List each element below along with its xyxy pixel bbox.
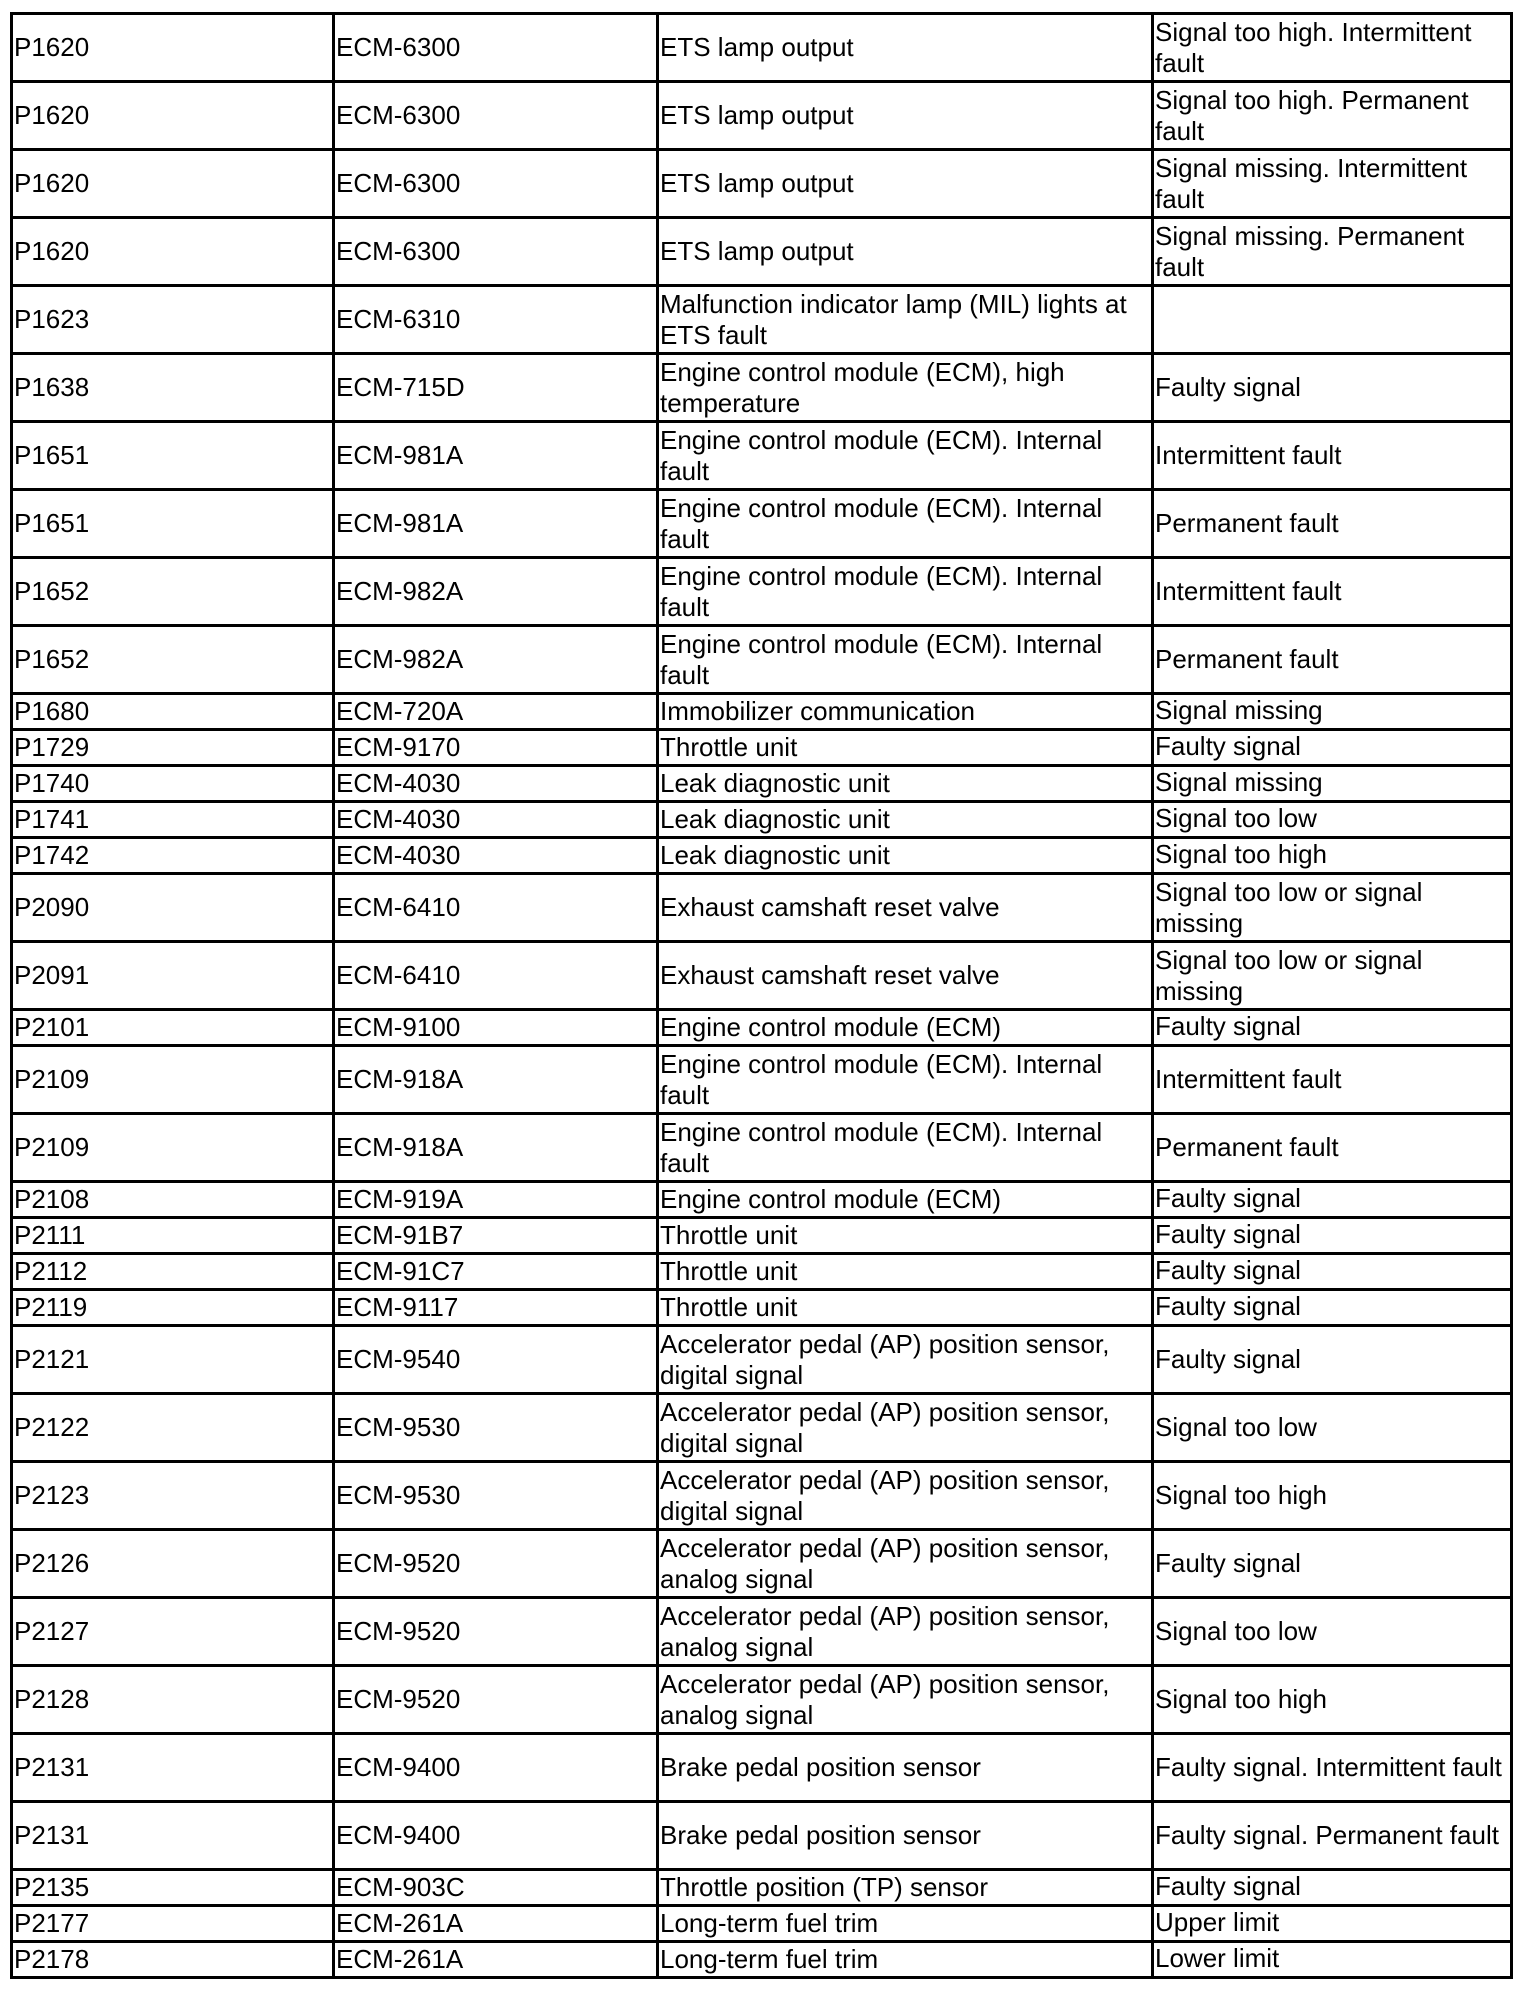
fault-type-cell: Signal missing. Intermittent fault	[1153, 150, 1512, 218]
fault-type-cell: Signal too low	[1153, 1394, 1512, 1462]
table-row	[12, 942, 1512, 1010]
table-row	[12, 1942, 1512, 1978]
fault-type-cell: Permanent fault	[1153, 1114, 1512, 1182]
table-row	[12, 82, 1512, 150]
component-cell: Throttle unit	[658, 1290, 1153, 1326]
fault-type-cell: Intermittent fault	[1153, 1046, 1512, 1114]
ecm-code-cell: ECM-9530	[334, 1462, 658, 1530]
fault-type-cell	[1153, 286, 1512, 354]
component-cell: Engine control module (ECM). Internal fault	[658, 1046, 1153, 1114]
dtc-code-cell: P1729	[12, 730, 334, 766]
ecm-code-cell: ECM-903C	[334, 1870, 658, 1906]
dtc-code-cell: P1638	[12, 354, 334, 422]
dtc-code-cell: P2135	[12, 1870, 334, 1906]
dtc-code-cell: P2123	[12, 1462, 334, 1530]
component-cell: Engine control module (ECM)	[658, 1182, 1153, 1218]
dtc-code-cell: P1651	[12, 422, 334, 490]
ecm-code-cell: ECM-91C7	[334, 1254, 658, 1290]
component-cell: Engine control module (ECM)	[658, 1010, 1153, 1046]
ecm-code-cell: ECM-9117	[334, 1290, 658, 1326]
table-row	[12, 874, 1512, 942]
fault-type-cell: Signal missing. Permanent fault	[1153, 218, 1512, 286]
component-cell: Engine control module (ECM). Internal fault	[658, 422, 1153, 490]
ecm-code-cell: ECM-6310	[334, 286, 658, 354]
table-row	[12, 490, 1512, 558]
dtc-code-cell: P2177	[12, 1906, 334, 1942]
ecm-code-cell: ECM-919A	[334, 1182, 658, 1218]
fault-type-cell: Faulty signal	[1153, 354, 1512, 422]
table-row	[12, 1114, 1512, 1182]
table-row	[12, 1182, 1512, 1218]
component-cell: Accelerator pedal (AP) position sensor, analog signal	[658, 1530, 1153, 1598]
ecm-code-cell: ECM-918A	[334, 1114, 658, 1182]
ecm-code-cell: ECM-918A	[334, 1046, 658, 1114]
component-cell: Leak diagnostic unit	[658, 838, 1153, 874]
component-cell: Exhaust camshaft reset valve	[658, 874, 1153, 942]
dtc-code-cell: P2121	[12, 1326, 334, 1394]
table-row	[12, 354, 1512, 422]
fault-type-cell: Signal missing	[1153, 694, 1512, 730]
dtc-code-cell: P1741	[12, 802, 334, 838]
component-cell: Long-term fuel trim	[658, 1906, 1153, 1942]
dtc-code-cell: P2111	[12, 1218, 334, 1254]
table-row	[12, 766, 1512, 802]
component-cell: Long-term fuel trim	[658, 1942, 1153, 1978]
ecm-code-cell: ECM-981A	[334, 422, 658, 490]
component-cell: Engine control module (ECM). Internal fault	[658, 1114, 1153, 1182]
fault-type-cell: Faulty signal	[1153, 1218, 1512, 1254]
ecm-code-cell: ECM-9400	[334, 1734, 658, 1802]
fault-type-cell: Intermittent fault	[1153, 422, 1512, 490]
fault-type-cell: Faulty signal	[1153, 1290, 1512, 1326]
dtc-code-cell: P2090	[12, 874, 334, 942]
table-row	[12, 1802, 1512, 1870]
ecm-code-cell: ECM-4030	[334, 838, 658, 874]
ecm-code-cell: ECM-9100	[334, 1010, 658, 1046]
table-row	[12, 802, 1512, 838]
dtc-code-cell: P2126	[12, 1530, 334, 1598]
table-row	[12, 422, 1512, 490]
fault-type-cell: Signal too low	[1153, 802, 1512, 838]
component-cell: Accelerator pedal (AP) position sensor, analog signal	[658, 1598, 1153, 1666]
component-cell: Engine control module (ECM). Internal fault	[658, 626, 1153, 694]
dtc-code-cell: P2091	[12, 942, 334, 1010]
ecm-code-cell: ECM-720A	[334, 694, 658, 730]
fault-type-cell: Intermittent fault	[1153, 558, 1512, 626]
fault-type-cell: Faulty signal. Permanent fault	[1153, 1802, 1512, 1870]
table-row	[12, 626, 1512, 694]
dtc-code-cell: P2131	[12, 1734, 334, 1802]
ecm-code-cell: ECM-9520	[334, 1598, 658, 1666]
ecm-code-cell: ECM-9170	[334, 730, 658, 766]
component-cell: Exhaust camshaft reset valve	[658, 942, 1153, 1010]
fault-type-cell: Permanent fault	[1153, 490, 1512, 558]
dtc-code-cell: P2127	[12, 1598, 334, 1666]
fault-type-cell: Permanent fault	[1153, 626, 1512, 694]
dtc-code-cell: P2128	[12, 1666, 334, 1734]
component-cell: Throttle position (TP) sensor	[658, 1870, 1153, 1906]
fault-type-cell: Signal too low or signal missing	[1153, 874, 1512, 942]
component-cell: Throttle unit	[658, 1218, 1153, 1254]
ecm-code-cell: ECM-9400	[334, 1802, 658, 1870]
ecm-code-cell: ECM-4030	[334, 802, 658, 838]
fault-type-cell: Faulty signal	[1153, 1870, 1512, 1906]
fault-type-cell: Signal too high. Permanent fault	[1153, 82, 1512, 150]
component-cell: ETS lamp output	[658, 14, 1153, 82]
fault-type-cell: Faulty signal	[1153, 1326, 1512, 1394]
table-row	[12, 1010, 1512, 1046]
ecm-code-cell: ECM-9530	[334, 1394, 658, 1462]
component-cell: Accelerator pedal (AP) position sensor, digital signal	[658, 1462, 1153, 1530]
dtc-code-cell: P2119	[12, 1290, 334, 1326]
table-row	[12, 1290, 1512, 1326]
table-row	[12, 1666, 1512, 1734]
dtc-code-cell: P2112	[12, 1254, 334, 1290]
table-row	[12, 1530, 1512, 1598]
table-row	[12, 558, 1512, 626]
component-cell: Throttle unit	[658, 1254, 1153, 1290]
table-row	[12, 1394, 1512, 1462]
ecm-code-cell: ECM-6410	[334, 942, 658, 1010]
table-row	[12, 1870, 1512, 1906]
component-cell: Accelerator pedal (AP) position sensor, digital signal	[658, 1394, 1153, 1462]
dtc-code-cell: P1620	[12, 218, 334, 286]
fault-type-cell: Signal too high	[1153, 1666, 1512, 1734]
fault-type-cell: Signal too low or signal missing	[1153, 942, 1512, 1010]
fault-type-cell: Faulty signal	[1153, 1530, 1512, 1598]
table-row	[12, 1046, 1512, 1114]
fault-type-cell: Faulty signal. Intermittent fault	[1153, 1734, 1512, 1802]
component-cell: Accelerator pedal (AP) position sensor, digital signal	[658, 1326, 1153, 1394]
dtc-table	[10, 12, 1513, 1979]
component-cell: Brake pedal position sensor	[658, 1734, 1153, 1802]
table-row	[12, 730, 1512, 766]
component-cell: Engine control module (ECM). Internal fault	[658, 558, 1153, 626]
dtc-code-cell: P2131	[12, 1802, 334, 1870]
fault-type-cell: Faulty signal	[1153, 1254, 1512, 1290]
fault-type-cell: Faulty signal	[1153, 1182, 1512, 1218]
dtc-code-cell: P1620	[12, 150, 334, 218]
component-cell: Immobilizer communication	[658, 694, 1153, 730]
dtc-code-cell: P2109	[12, 1046, 334, 1114]
fault-type-cell: Lower limit	[1153, 1942, 1512, 1978]
component-cell: Engine control module (ECM), high temperature	[658, 354, 1153, 422]
ecm-code-cell: ECM-6300	[334, 150, 658, 218]
ecm-code-cell: ECM-261A	[334, 1942, 658, 1978]
table-row	[12, 1326, 1512, 1394]
table-row	[12, 694, 1512, 730]
dtc-code-cell: P2122	[12, 1394, 334, 1462]
dtc-code-cell: P2101	[12, 1010, 334, 1046]
dtc-code-cell: P1623	[12, 286, 334, 354]
dtc-code-cell: P1652	[12, 558, 334, 626]
dtc-code-cell: P2178	[12, 1942, 334, 1978]
component-cell: Malfunction indicator lamp (MIL) lights at ETS fault	[658, 286, 1153, 354]
ecm-code-cell: ECM-9540	[334, 1326, 658, 1394]
dtc-code-cell: P1620	[12, 14, 334, 82]
ecm-code-cell: ECM-982A	[334, 626, 658, 694]
table-row	[12, 838, 1512, 874]
component-cell: Engine control module (ECM). Internal fault	[658, 490, 1153, 558]
dtc-code-cell: P1651	[12, 490, 334, 558]
ecm-code-cell: ECM-6300	[334, 82, 658, 150]
ecm-code-cell: ECM-9520	[334, 1666, 658, 1734]
fault-type-cell: Signal too high. Intermittent fault	[1153, 14, 1512, 82]
ecm-code-cell: ECM-91B7	[334, 1218, 658, 1254]
ecm-code-cell: ECM-982A	[334, 558, 658, 626]
fault-type-cell: Signal missing	[1153, 766, 1512, 802]
component-cell: ETS lamp output	[658, 150, 1153, 218]
ecm-code-cell: ECM-6410	[334, 874, 658, 942]
ecm-code-cell: ECM-715D	[334, 354, 658, 422]
table-row	[12, 1218, 1512, 1254]
dtc-code-cell: P1742	[12, 838, 334, 874]
ecm-code-cell: ECM-9520	[334, 1530, 658, 1598]
component-cell: Brake pedal position sensor	[658, 1802, 1153, 1870]
dtc-code-cell: P1740	[12, 766, 334, 802]
fault-type-cell: Faulty signal	[1153, 730, 1512, 766]
table-row	[12, 1598, 1512, 1666]
component-cell: Throttle unit	[658, 730, 1153, 766]
ecm-code-cell: ECM-6300	[334, 14, 658, 82]
ecm-code-cell: ECM-261A	[334, 1906, 658, 1942]
component-cell: ETS lamp output	[658, 218, 1153, 286]
table-row	[12, 1734, 1512, 1802]
component-cell: ETS lamp output	[658, 82, 1153, 150]
table-row	[12, 14, 1512, 82]
table-row	[12, 150, 1512, 218]
dtc-code-cell: P2109	[12, 1114, 334, 1182]
component-cell: Leak diagnostic unit	[658, 802, 1153, 838]
component-cell: Leak diagnostic unit	[658, 766, 1153, 802]
ecm-code-cell: ECM-4030	[334, 766, 658, 802]
table-row	[12, 286, 1512, 354]
fault-type-cell: Upper limit	[1153, 1906, 1512, 1942]
dtc-code-cell: P2108	[12, 1182, 334, 1218]
table-row	[12, 1906, 1512, 1942]
table-row	[12, 218, 1512, 286]
dtc-code-cell: P1620	[12, 82, 334, 150]
fault-type-cell: Signal too high	[1153, 1462, 1512, 1530]
table-row	[12, 1462, 1512, 1530]
fault-type-cell: Signal too low	[1153, 1598, 1512, 1666]
ecm-code-cell: ECM-6300	[334, 218, 658, 286]
component-cell: Accelerator pedal (AP) position sensor, analog signal	[658, 1666, 1153, 1734]
dtc-code-cell: P1680	[12, 694, 334, 730]
table-row	[12, 1254, 1512, 1290]
ecm-code-cell: ECM-981A	[334, 490, 658, 558]
fault-type-cell: Signal too high	[1153, 838, 1512, 874]
dtc-table-body	[12, 14, 1512, 1978]
dtc-code-cell: P1652	[12, 626, 334, 694]
fault-type-cell: Faulty signal	[1153, 1010, 1512, 1046]
